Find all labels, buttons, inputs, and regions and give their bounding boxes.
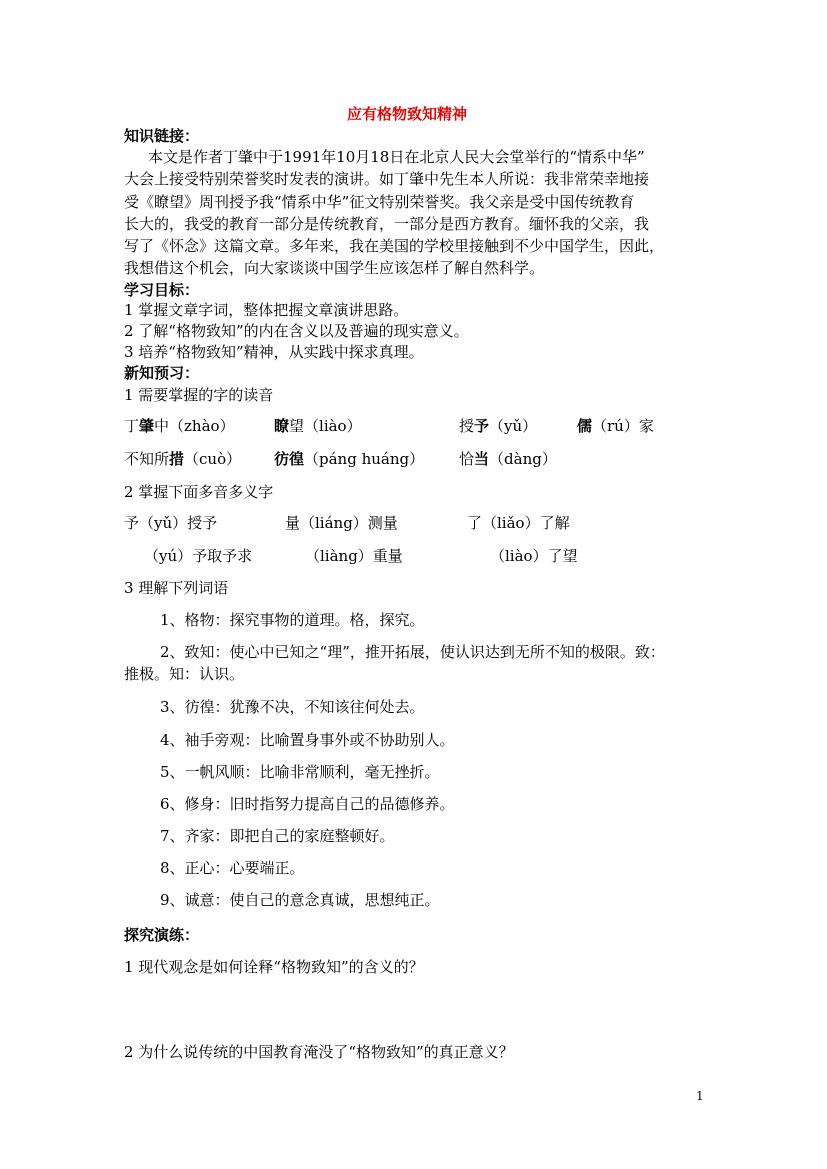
term-item: 8、正心：心要端正。 xyxy=(160,859,305,877)
term-item: 6、修身：旧时指努力提高自己的品德修养。 xyxy=(160,795,455,813)
pronunciation-item: 瞭望（liào） xyxy=(274,417,362,435)
pronunciation-item: 授予（yǔ） xyxy=(459,417,538,435)
polyphone-item: （liàng）重量 xyxy=(305,547,403,565)
intro-line: 我想借这个机会，向大家谈谈中国学生应该怎样了解自然科学。 xyxy=(124,259,545,277)
intro-heading: 知识链接： xyxy=(124,127,200,145)
page-title: 应有格物致知精神 xyxy=(347,105,468,123)
term-item: 4、袖手旁观：比喻置身事外或不协助别人。 xyxy=(160,731,455,749)
section-heading: 2 掌握下面多音多义字 xyxy=(124,483,274,501)
polyphone-item: （liào）了望 xyxy=(490,547,578,565)
goal-item: 1 掌握文章字词，整体把握文章演讲思路。 xyxy=(124,301,409,319)
goal-item: 2 了解“格物致知”的内在含义以及普遍的现实意义。 xyxy=(124,322,469,340)
term-item: 5、一帆风顺：比喻非常顺利，毫无挫折。 xyxy=(160,763,440,781)
section-heading: 3 理解下列词语 xyxy=(124,579,229,597)
term-item: 9、诚意：使自己的意念真诚，思想纯正。 xyxy=(160,891,440,909)
intro-line: 长大的，我受的教育一部分是传统教育，一部分是西方教育。缅怀我的父亲，我 xyxy=(124,215,650,233)
intro-line: 受《瞭望》周刊授予我“情系中华”征文特别荣誉奖。我父亲是受中国传统教育 xyxy=(124,193,635,211)
polyphone-item: 了（liǎo）了解 xyxy=(467,514,570,532)
pronunciation-item: 彷徨（páng huáng） xyxy=(274,450,425,468)
explore-heading: 探究演练： xyxy=(124,926,200,944)
intro-line: 本文是作者丁肇中于1991年10月18日在北京人民大会堂举行的“情系中华” xyxy=(148,148,645,166)
page-number: 1 xyxy=(696,1089,704,1103)
pronunciation-item: 恰当（dàng） xyxy=(459,450,557,468)
question-item: 2 为什么说传统的中国教育淹没了“格物致知”的真正意义？ xyxy=(124,1043,514,1061)
goal-item: 3 培养“格物致知”精神，从实践中探求真理。 xyxy=(124,343,424,361)
term-item: 7、齐家：即把自己的家庭整顿好。 xyxy=(160,827,395,845)
polyphone-item: 予（yǔ）授予 xyxy=(124,514,218,532)
question-item: 1 现代观念是如何诠释“格物致知”的含义的？ xyxy=(124,958,424,976)
term-item: 2、致知：使心中已知之“理”，推开拓展，使认识达到无所不知的极限。致： xyxy=(160,643,665,661)
pronunciation-item: 不知所措（cuò） xyxy=(124,450,242,468)
polyphone-item: 量（liáng）测量 xyxy=(285,514,398,532)
term-item: 1、格物：探究事物的道理。格，探究。 xyxy=(160,611,425,629)
goals-heading: 学习目标： xyxy=(124,281,200,299)
polyphone-item: （yú）予取予求 xyxy=(144,547,253,565)
pronunciation-item: 儒（rú）家 xyxy=(577,417,654,435)
section-heading: 1 需要掌握的字的读音 xyxy=(124,386,274,404)
intro-line: 写了《怀念》这篇文章。多年来，我在美国的学校里接触到不少中国学生，因此， xyxy=(124,237,665,255)
term-item: 3、彷徨：犹豫不决，不知该往何处去。 xyxy=(160,698,425,716)
intro-line: 大会上接受特别荣誉奖时发表的演讲。如丁肇中先生本人所说：我非常荣幸地接 xyxy=(124,170,650,188)
pronunciation-item: 丁肇中（zhào） xyxy=(124,417,235,435)
preview-heading: 新知预习： xyxy=(124,364,200,382)
term-item: 推极。知：认识。 xyxy=(124,665,245,683)
